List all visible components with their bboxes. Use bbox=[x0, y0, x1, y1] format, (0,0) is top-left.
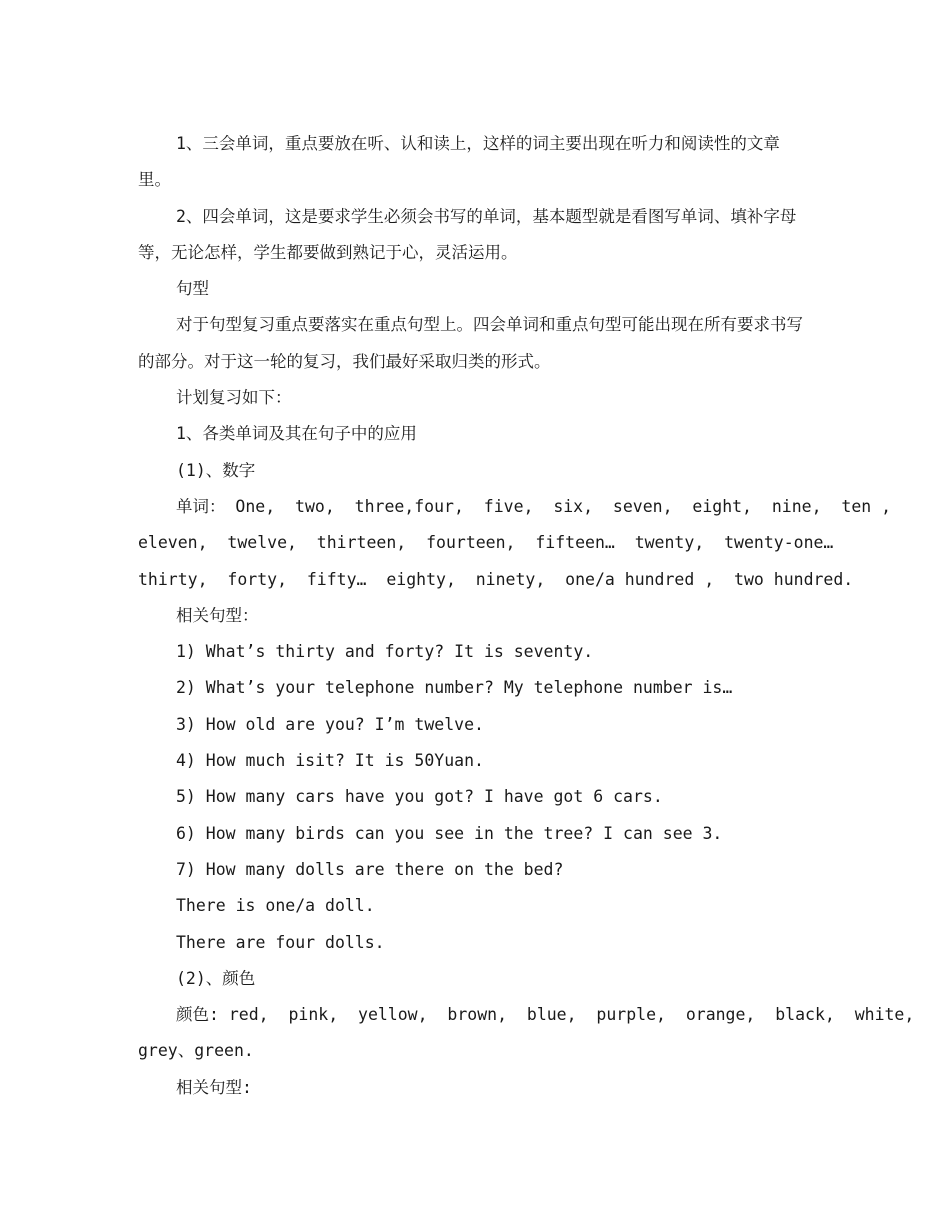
sentence-item: 4) How much isit? It is 50Yuan. bbox=[176, 751, 484, 771]
numbers-words-line-2: eleven, twelve, thirteen, fourteen, fifteen… twenty, twenty-one… bbox=[138, 533, 834, 553]
numbers-words-line-1: 单词： One, two, three,four, five, six, seven, eight, nine, ten , bbox=[176, 496, 892, 516]
sentence-item: There is one/a doll. bbox=[176, 896, 375, 916]
sentence-item: There are four dolls. bbox=[176, 932, 385, 952]
sentence-item: 7) How many dolls are there on the bed? bbox=[176, 859, 564, 879]
heading-colors: (2)、颜色 bbox=[176, 968, 256, 988]
related-sentences-heading: 相关句型： bbox=[176, 605, 259, 625]
section-heading-sentence-patterns: 句型 bbox=[176, 279, 209, 299]
related-sentences-heading-2: 相关句型: bbox=[176, 1077, 252, 1097]
colors-words-line-1: 颜色: red, pink, yellow, brown, blue, purple, orange, black, white, bbox=[176, 1005, 915, 1025]
paragraph-review-plan: 计划复习如下： bbox=[176, 388, 292, 408]
heading-word-categories: 1、各类单词及其在句子中的应用 bbox=[176, 424, 417, 444]
colors-words-line-2: grey、green. bbox=[138, 1041, 254, 1061]
sentence-item: 5) How many cars have you got? I have got 6 cars. bbox=[176, 787, 663, 807]
paragraph-three-skill-words: 1、三会单词，重点要放在听、认和读上，这样的词主要出现在听力和阅读性的文章里。 bbox=[138, 134, 780, 190]
sentence-item: 1) What’s thirty and forty? It is seventy. bbox=[176, 642, 594, 662]
paragraph-four-skill-words: 2、四会单词，这是要求学生必须会书写的单词，基本题型就是看图写单词、填补字母等，无论怎样，学生都要做到熟记于心，灵活运用。 bbox=[138, 206, 797, 262]
sentence-item: 3) How old are you? I’m twelve. bbox=[176, 714, 484, 734]
document-body bbox=[138, 126, 915, 1106]
heading-numbers: (1)、数字 bbox=[176, 460, 256, 480]
sentence-item: 2) What’s your telephone number? My telephone number is… bbox=[176, 678, 733, 698]
sentence-item: 6) How many birds can you see in the tree? I can see 3. bbox=[176, 823, 723, 843]
paragraph-sentence-review: 对于句型复习重点要落实在重点句型上。四会单词和重点句型可能出现在所有要求书写的部分。对于这一轮的复习，我们最好采取归类的形式。 bbox=[138, 315, 803, 371]
numbers-words-line-3: thirty, forty, fifty… eighty, ninety, one/a hundred , two hundred. bbox=[138, 569, 854, 589]
